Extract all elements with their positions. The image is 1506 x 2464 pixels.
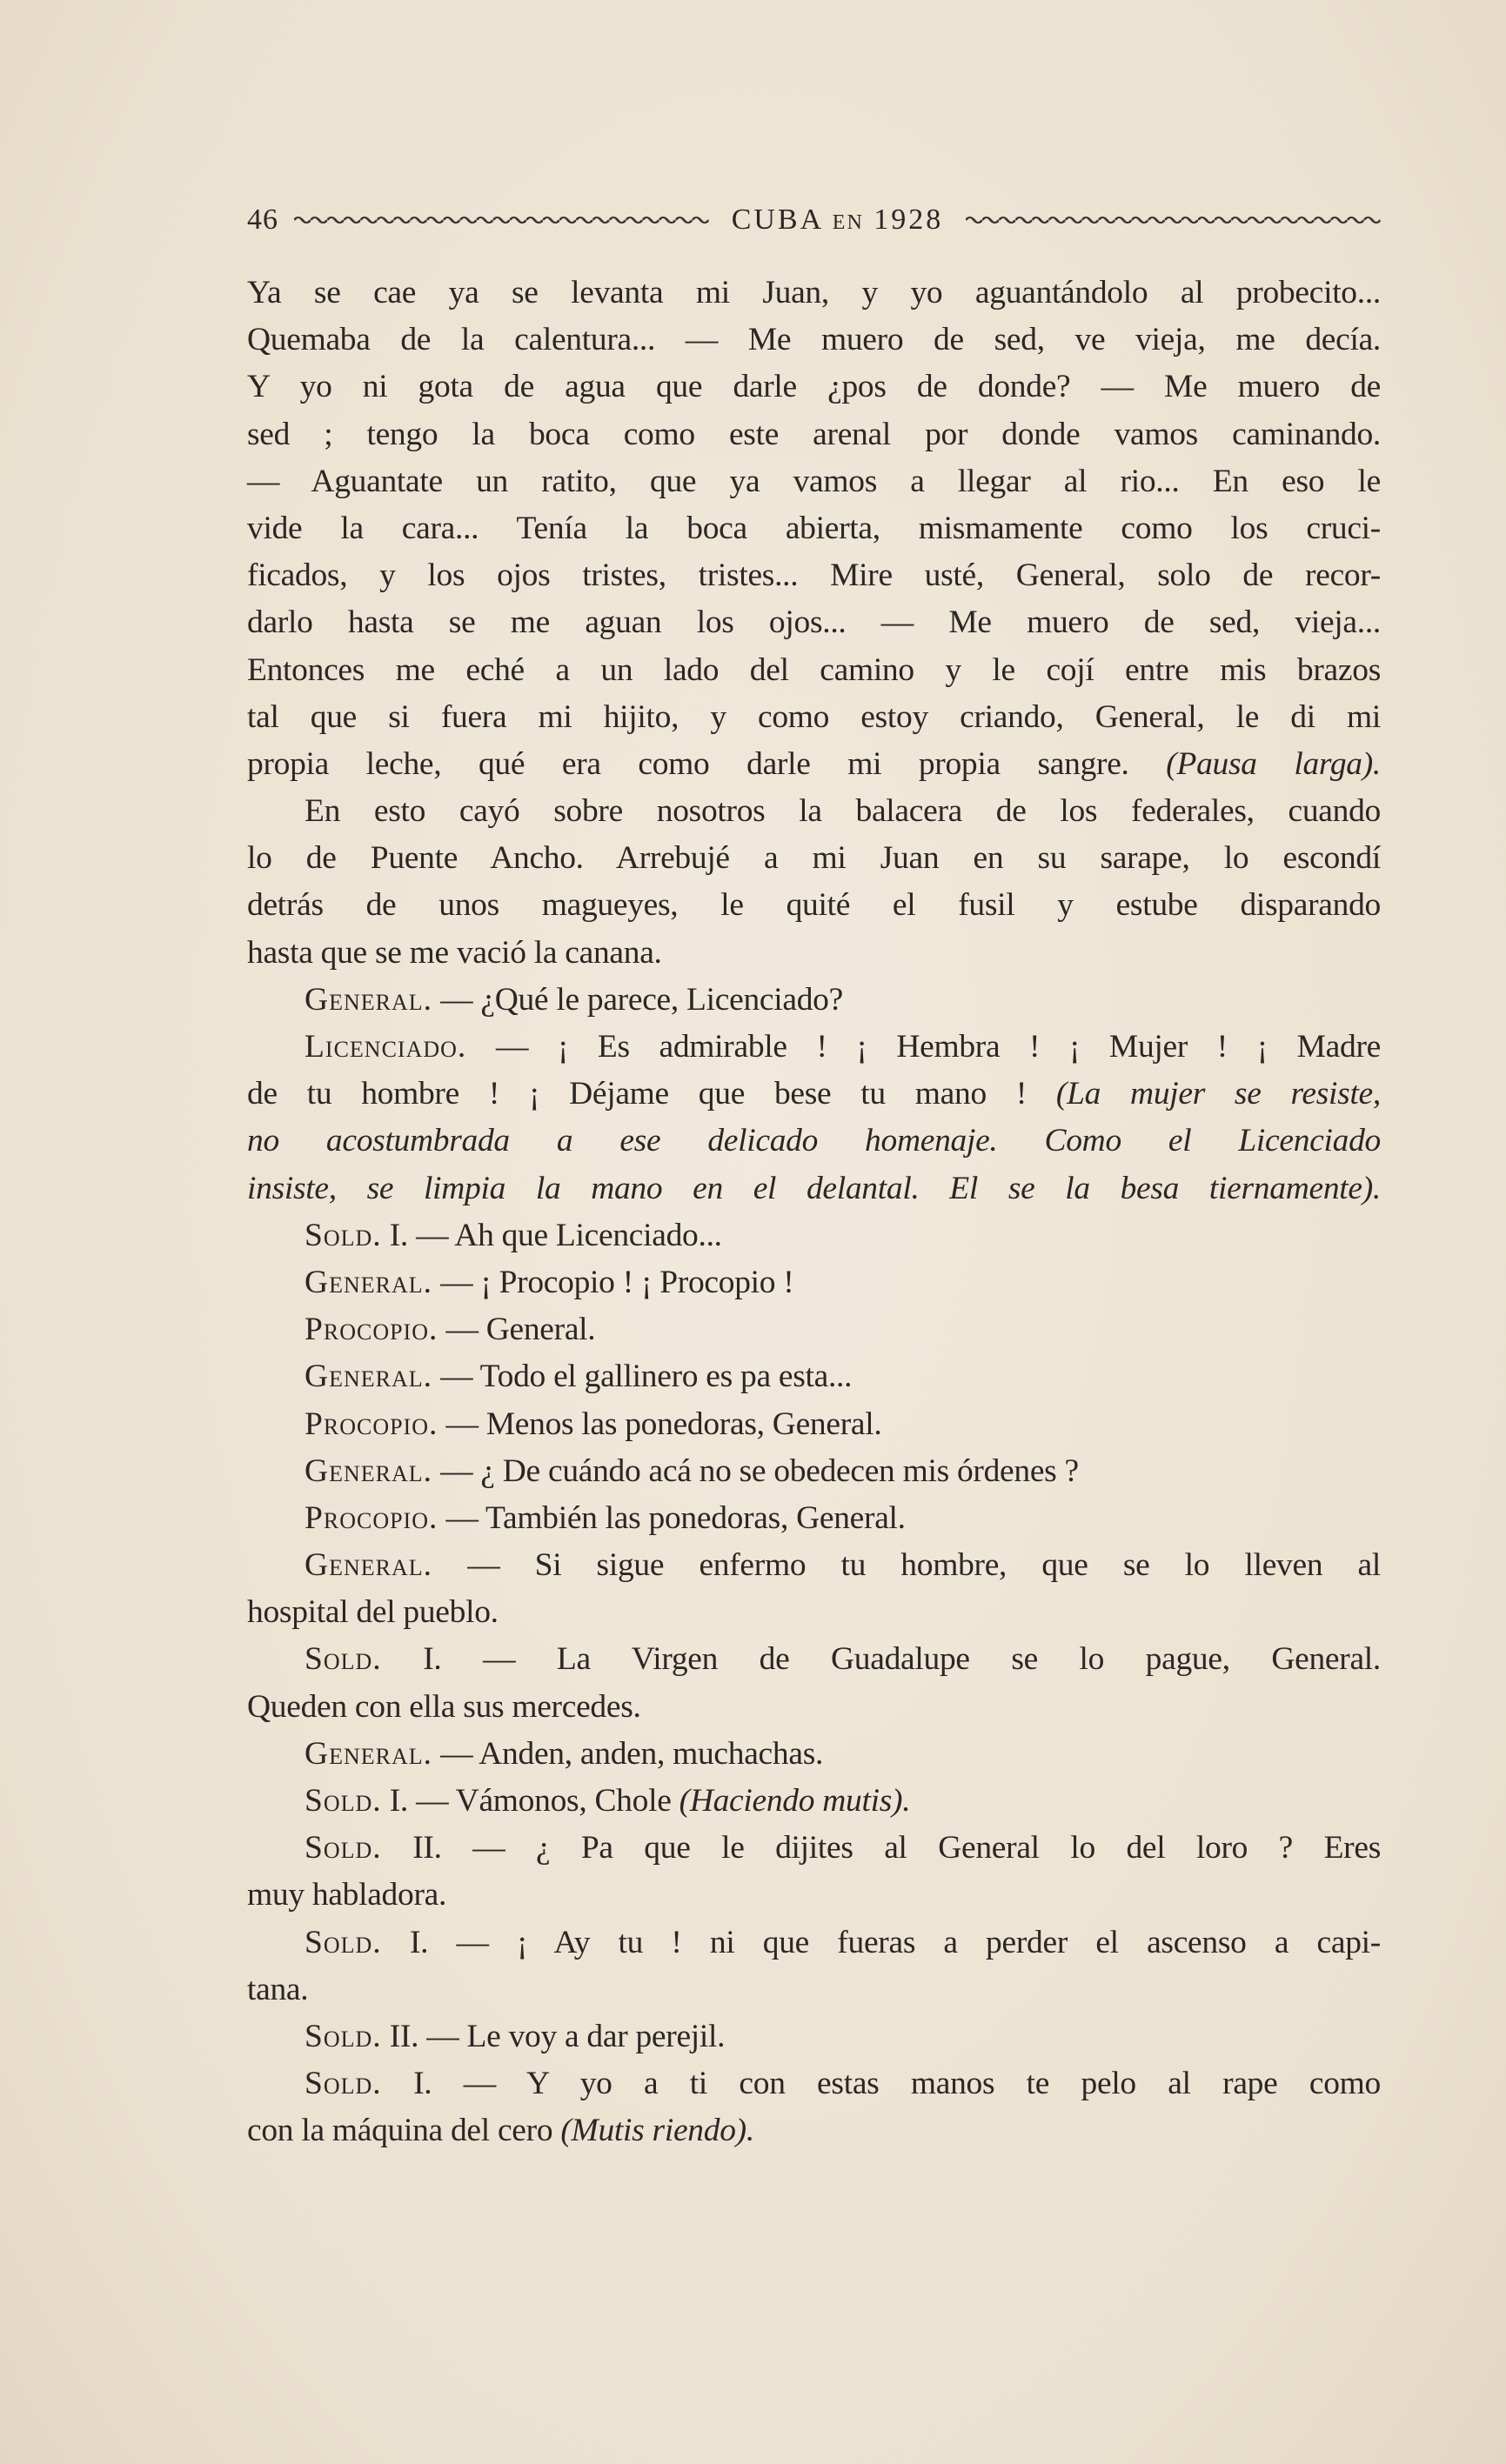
text-segment: — General. <box>438 1312 596 1348</box>
text-segment: Queden con ella sus mercedes. <box>247 1688 641 1725</box>
speaker-name: Sold. <box>305 2066 382 2102</box>
speaker-name: Procopio. <box>305 1312 438 1348</box>
stage-direction: (Haciendo mutis). <box>679 1783 911 1819</box>
text-segment: con la máquina del cero <box>247 2113 561 2149</box>
text-line <box>247 694 1381 741</box>
text-line <box>247 741 1381 788</box>
running-header <box>247 198 1381 242</box>
text-line <box>247 835 1381 882</box>
text-segment: — Todo el gallinero es pa esta... <box>432 1359 853 1395</box>
text-segment: — Menos las ponedoras, General. <box>438 1406 882 1442</box>
text-line <box>247 977 1381 1024</box>
speaker-name: Sold. <box>305 1924 382 1960</box>
text-segment: Entonces me eché a un lado del camino y le cojí entre mis brazos <box>247 651 1381 688</box>
text-line <box>247 1448 1381 1495</box>
text-line <box>247 1778 1381 1825</box>
text-line <box>247 1495 1381 1542</box>
text-segment: muy habladora. <box>247 1877 447 1913</box>
text-segment: hospital del pueblo. <box>247 1594 499 1631</box>
speaker-name: Sold. <box>305 1830 382 1866</box>
text-segment: ficados, y los ojos tristes, tristes... Mire usté, General, solo de recor- <box>247 558 1381 594</box>
text-segment: I. — La Virgen de Guadalupe se lo pague, General. <box>381 1641 1381 1678</box>
text-line <box>247 882 1381 929</box>
text-segment: II. — ¿ Pa que le dijites al General lo del loro ? Eres <box>381 1830 1381 1866</box>
title-year: 1928 <box>873 204 944 236</box>
stage-direction: (Mutis riendo). <box>560 2113 754 2149</box>
text-line <box>247 411 1381 458</box>
text-line <box>247 1259 1381 1306</box>
speaker-name: Licenciado. <box>305 1029 467 1065</box>
speaker-name: Sold. <box>305 1641 382 1678</box>
text-line <box>247 1071 1381 1118</box>
text-segment: — ¡ Procopio ! ¡ Procopio ! <box>432 1264 794 1300</box>
text-line <box>247 1401 1381 1448</box>
text-segment: En esto cayó sobre nosotros la balacera de los federales, cuando <box>305 793 1381 830</box>
text-line <box>247 1684 1381 1731</box>
text-segment: — ¿ De cuándo acá no se obedecen mis órdenes ? <box>432 1452 1079 1489</box>
text-line <box>247 1825 1381 1872</box>
text-line <box>247 1306 1381 1353</box>
text-line <box>247 317 1381 364</box>
text-line <box>247 1542 1381 1589</box>
text-line <box>247 1165 1381 1212</box>
wavy-ornament-left <box>294 214 709 226</box>
text-line <box>247 270 1381 317</box>
text-segment: — ¡ Es admirable ! ¡ Hembra ! ¡ Mujer ! ¡ Madre <box>466 1029 1381 1065</box>
speaker-name: Procopio. <box>305 1499 438 1536</box>
text-line <box>247 930 1381 977</box>
speaker-name: General. <box>305 1547 432 1584</box>
speaker-name: General. <box>305 1735 432 1772</box>
text-line <box>247 2060 1381 2107</box>
stage-direction: (La mujer se resiste, <box>1055 1076 1381 1112</box>
text-segment: Ya se cae ya se levanta mi Juan, y yo aguantándolo al probecito... <box>247 275 1381 311</box>
speaker-name: General. <box>305 981 432 1018</box>
text-line <box>247 458 1381 505</box>
text-segment: — También las ponedoras, General. <box>438 1499 906 1536</box>
text-line <box>247 2013 1381 2060</box>
text-line <box>247 1731 1381 1778</box>
running-title <box>732 204 944 237</box>
text-segment: detrás de unos magueyes, le quité el fusil y estube disparando <box>247 887 1381 924</box>
text-line <box>247 1118 1381 1165</box>
text-line <box>247 1353 1381 1400</box>
text-segment: I. — ¡ Ay tu ! ni que fueras a perder el ascenso a capi- <box>381 1924 1381 1960</box>
text-segment: I. — Vámonos, Chole <box>381 1783 679 1819</box>
title-main: CUBA <box>731 204 823 236</box>
text-segment: tal que si fuera mi hijito, y como estoy criando, General, le di mi <box>247 698 1381 735</box>
text-line <box>247 1024 1381 1071</box>
text-segment: vide la cara... Tenía la boca abierta, mismamente como los cruci- <box>247 510 1381 546</box>
text-line <box>247 647 1381 694</box>
speaker-name: General. <box>305 1359 432 1395</box>
text-segment: tana. <box>247 1971 309 2007</box>
speaker-name: General. <box>305 1452 432 1489</box>
text-line <box>247 788 1381 835</box>
body-text <box>247 270 1381 2155</box>
text-segment: II. — Le voy a dar perejil. <box>381 2018 726 2054</box>
text-line <box>247 364 1381 411</box>
stage-direction: no acostumbrada a ese delicado homenaje. Como el Licenciado <box>247 1123 1381 1159</box>
text-segment: — Aguantate un ratito, que ya vamos a llegar al rio... En eso le <box>247 463 1381 499</box>
text-line <box>247 1920 1381 1967</box>
text-segment: propia leche, qué era como darle mi propia sangre. <box>247 745 1167 782</box>
text-segment: Y yo ni gota de agua que darle ¿pos de donde? — Me muero de <box>247 369 1381 405</box>
text-segment: de tu hombre ! ¡ Déjame que bese tu mano ! <box>247 1076 1056 1112</box>
speaker-name: General. <box>305 1264 432 1300</box>
text-segment: I. — Y yo a ti con estas manos te pelo al rape como <box>381 2066 1381 2102</box>
text-line <box>247 1636 1381 1683</box>
text-segment: Quemaba de la calentura... — Me muero de sed, ve vieja, me decía. <box>247 322 1381 358</box>
text-line <box>247 505 1381 552</box>
speaker-name: Sold. <box>305 2018 382 2054</box>
text-line <box>247 2107 1381 2154</box>
speaker-name: Sold. <box>305 1783 382 1819</box>
title-en: EN <box>832 211 864 234</box>
page-number: 46 <box>247 204 278 236</box>
text-line <box>247 1967 1381 2013</box>
text-segment: — Si sigue enfermo tu hombre, que se lo lleven al <box>432 1547 1381 1584</box>
speaker-name: Procopio. <box>305 1406 438 1442</box>
text-line <box>247 1872 1381 1919</box>
stage-direction: insiste, se limpia la mano en el delantal. El se la besa tiernamente). <box>247 1170 1381 1206</box>
text-segment: lo de Puente Ancho. Arrebujé a mi Juan en su sarape, lo escondí <box>247 840 1381 877</box>
text-segment: — Anden, anden, muchachas. <box>432 1735 824 1772</box>
text-segment: hasta que se me vació la canana. <box>247 934 662 971</box>
text-segment: — ¿Qué le parece, Licenciado? <box>432 981 843 1018</box>
stage-direction: (Pausa larga). <box>1166 745 1381 782</box>
text-line <box>247 1212 1381 1259</box>
text-segment: darlo hasta se me aguan los ojos... — Me muero de sed, vieja... <box>247 604 1381 641</box>
text-line <box>247 599 1381 646</box>
text-segment: sed ; tengo la boca como este arenal por donde vamos caminando. <box>247 416 1381 452</box>
text-line <box>247 552 1381 599</box>
text-segment: I. — Ah que Licenciado... <box>381 1217 722 1253</box>
wavy-ornament-right <box>966 214 1381 226</box>
speaker-name: Sold. <box>305 1217 382 1253</box>
text-line <box>247 1589 1381 1636</box>
